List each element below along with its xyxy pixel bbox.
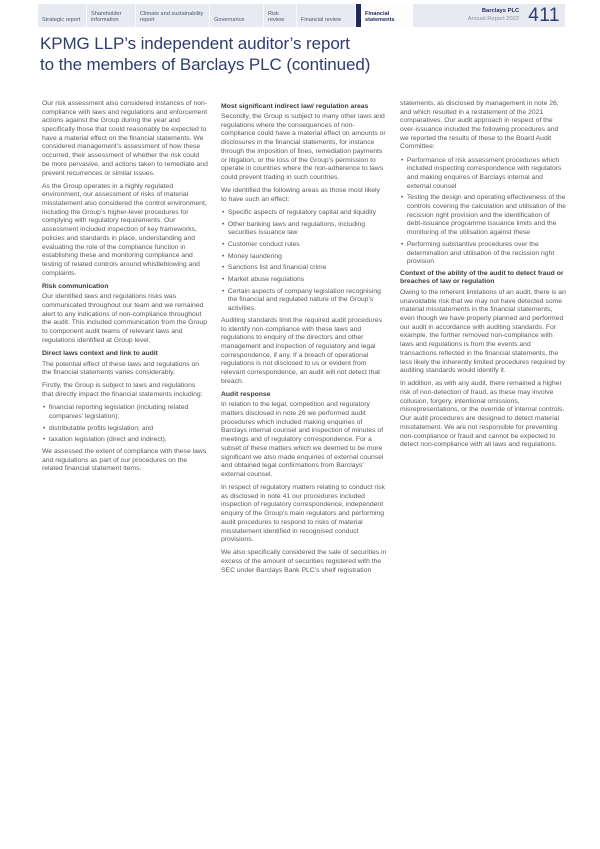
bullet-item — [221, 209, 387, 218]
tab-label: Risk review — [268, 10, 285, 24]
paragraph: As the Group operates in a highly regulated environment, our assessment of risks of material misstatement also considered the control environment, including the Group’s higher-level procedures for complying with regulatory requirements. Our assessment included inspection of key frameworks, policies and standards in place, understanding and evaluating the role of the compliance function in establishing these and monitoring compliance and testing of related controls around whistleblowing and complaints. — [42, 182, 207, 277]
bullet-marker: • — [222, 287, 225, 295]
paragraph: In addition, as with any audit, there remained a higher risk of non-detection of fraud, as these may involve collusion, forgery, intentional omissions, misrepresentations, or the override of internal controls. Our audit procedures are designed to detect material misstatement. We are not responsible for preventing non-compliance or fraud and cannot be expected to detect non-compliance with all laws and regulations. — [400, 380, 565, 449]
bullet-marker: • — [222, 276, 225, 284]
bullet-item — [400, 157, 566, 192]
paragraph: Auditing standards limit the required audit procedures to identify non-compliance with these laws and regulations to enquiry of the directors and other management and inspection of regulatory and legal correspondence, if any. If a breach of operational regulations is not disclosed to us or evident from relevant correspondence, an audit will not detect that breach. — [221, 316, 382, 385]
active-tab-label: Financial statements — [365, 10, 395, 24]
tab-financial-review[interactable] — [297, 4, 356, 27]
page-title-line1: KPMG LLP’s independent auditor’s report — [40, 34, 350, 53]
brand-report-title: Annual Report 2022 — [467, 15, 520, 22]
paragraph: Firstly, the Group is subject to laws and regulations that directly impact the financial statements including: — [42, 382, 203, 399]
bullet-marker: • — [401, 156, 404, 164]
paragraph: statements, as disclosed by management in note 26, and which resulted in a restatement of the 2021 comparatives. Our audit approach in respect of the over-issuance included the following procedures and we reported the results of these to the Board Audit Committee: — [400, 100, 559, 151]
bullet-item — [221, 288, 387, 314]
header-tabs — [38, 4, 356, 27]
brand-name: Barclays PLC — [481, 8, 520, 15]
text-column-2 — [221, 100, 387, 580]
section-heading: Context of the ability of the audit to detect fraud or breaches of law or regulation — [400, 269, 564, 286]
paragraph: In relation to the legal, competition and regulatory matters disclosed in note 26 we performed audit procedures which included making enquiries of Barclays internal counsel and inspection of minutes of meetings and of regulatory correspondence. For a subset of these matters which we deemed to be more significant we also made enquiries of external counsel and obtained legal confirmations from Barclays’ external counsel. — [221, 401, 384, 478]
bullet-text: Performing substantive procedures over the determination and utilisation of the recission right provision — [406, 240, 555, 266]
page-number: 411 — [528, 4, 560, 26]
tab-label: Climate and sustainability report — [140, 10, 204, 24]
bullet-item — [400, 241, 566, 267]
bullet-text: taxation legislation (direct and indirect). — [48, 436, 167, 444]
paragraph: We identified the following areas as those most likely to have such an effect: — [221, 187, 380, 203]
tab-label: Strategic report — [42, 17, 81, 24]
tab-risk-review[interactable] — [264, 4, 297, 27]
bullet-item — [221, 221, 387, 238]
page-title — [40, 33, 500, 75]
tab-strategic-report[interactable] — [38, 4, 87, 27]
bullet-text: distributable profits legislation; and — [48, 424, 154, 432]
bullet-marker: • — [43, 404, 46, 412]
header-right — [413, 4, 565, 27]
tab-climate-and-sustainability-report[interactable] — [136, 4, 210, 27]
tab-label: Financial review — [301, 17, 342, 24]
bullet-item — [221, 264, 387, 273]
paragraph: We assessed the extent of compliance with these laws and regulations as part of our procedures on the related financial statement items. — [42, 448, 207, 473]
tab-label: Shareholder information — [91, 10, 122, 24]
bullet-text: Money laundering — [227, 252, 282, 260]
text-column-1 — [42, 100, 208, 580]
tab-financial-statements[interactable] — [361, 4, 413, 27]
section-heading: Direct laws context and link to audit — [42, 349, 158, 357]
bullet-marker: • — [222, 264, 225, 272]
paragraph: We also specifically considered the sale of securities in excess of the amount of securities registered with the SEC under Barclays Bank PLC’s shelf registration — [221, 549, 387, 574]
section-heading: Audit response — [221, 390, 271, 398]
section-heading: Most significant indirect law/ regulation areas — [221, 102, 369, 110]
bullet-item — [221, 276, 387, 285]
tab-governance[interactable] — [210, 4, 264, 27]
bullet-text: Sanctions list and financial crime — [227, 264, 327, 272]
bullet-marker: • — [222, 252, 225, 260]
paragraph: Our risk assessment also considered instances of non-compliance with laws and regulations and enforcement actions against the Group during the year and specifically those that could reasonably be expected to have a material effect on the financial statements. We considered management’s assessment of how these occurred, their assessment of whether the risk could be more pervasive, and actions taken to remediate and prevent recurrences or similar issues. — [42, 100, 208, 177]
bullet-text: Customer conduct rules — [227, 241, 300, 248]
bullet-text: Other banking laws and regulations, including securities issuance law — [227, 220, 366, 237]
bullet-item — [400, 194, 566, 237]
bullet-text: Performance of risk assessment procedures which included inspecting correspondence with regulators and making enquires of Barclays internal and external counsel — [406, 156, 562, 190]
bullet-marker: • — [222, 220, 225, 228]
bullet-text: financial reporting legislation (including related companies’ legislation); — [48, 404, 189, 420]
header-nav-bar — [38, 4, 565, 27]
bullet-marker: • — [43, 424, 46, 432]
brand-block — [468, 8, 520, 22]
bullet-item — [42, 436, 208, 445]
bullet-text: Certain aspects of company legislation recognising the financial and regulated nature of the Group’s activities. — [227, 287, 381, 313]
bullet-marker: • — [43, 436, 46, 444]
bullet-item — [42, 404, 208, 421]
paragraph: Our identified laws and regulations risks was communicated throughout our team and we remained alert to any indications of non-compliance throughout the audit. This included communication from the Group to component audit teams of relevant laws and regulations identified at Group level. — [42, 293, 207, 344]
bullet-item — [221, 253, 387, 262]
bullet-text: Market abuse regulations — [227, 276, 305, 284]
paragraph: Owing to the inherent limitations of an audit, there is an unavoidable risk that we may not have detected some material misstatements in the financial statements, even though we have properly planned and performed our audit in accordance with auditing standards. For example, the further removed non-compliance with laws and regulations is from the events and transactions reflected in the financial statements, the less likely the inherently limited procedures required by auditing standards would identify it. — [400, 289, 566, 375]
bullet-marker: • — [222, 241, 225, 248]
bullet-marker: • — [401, 240, 404, 248]
content-columns — [42, 100, 566, 580]
page-title-line2: to the members of Barclays PLC (continued) — [40, 55, 371, 75]
bullet-text: Specific aspects of regulatory capital and liquidity — [227, 208, 376, 216]
tab-label: Governance — [214, 17, 245, 24]
bullet-marker: • — [401, 194, 404, 202]
bullet-text: Testing the design and operating effectiveness of the controls covering the calculation and utilisation of the recission right provision and the identification of debt-issuance programme issuance limits and the monitoring of the utilisation against these — [406, 194, 566, 237]
paragraph: Secondly, the Group is subject to many other laws and regulations where the consequences of non-compliance could have a material effect on amounts or disclosures in the financial statements, for instance through the imposition of fines, remediation payments or litigation, or the loss of the Group’s permission to operate in countries where the non-adherence to laws could prevent trading in such countries. — [221, 113, 386, 181]
tab-shareholder-information[interactable] — [87, 4, 136, 27]
section-heading: Risk communication — [42, 282, 109, 290]
paragraph: In respect of regulatory matters relating to conduct risk as disclosed in note 41 our procedures included inspection of regulatory correspondence, independent enquiry of the Group’s main regulators and performing audit procedures to respond to risks of material misstatement identified in recognised conduct provisions. — [221, 484, 385, 544]
bullet-item — [221, 241, 387, 250]
text-column-3 — [400, 100, 566, 580]
bullet-marker: • — [222, 208, 225, 216]
paragraph: The potential effect of these laws and regulations on the financial statements varies considerably. — [42, 360, 200, 377]
bullet-item — [42, 425, 208, 434]
